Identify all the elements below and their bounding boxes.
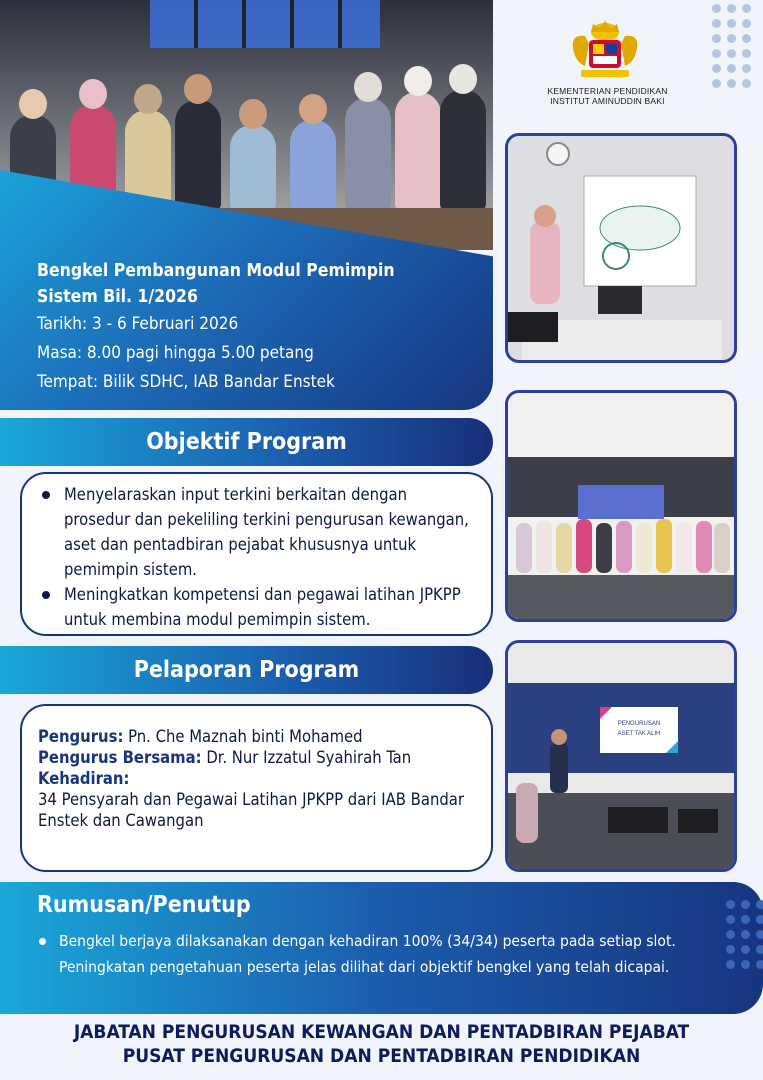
footer-centre: PUSAT PENGURUSAN DAN PENTADBIRAN PENDIDIKAN — [122, 1045, 641, 1067]
objective-heading: Objektif Program — [0, 418, 493, 466]
logo-line-institute: INSTITUT AMINUDDIN BAKI — [550, 96, 665, 106]
co-organizer-value: Dr. Nur Izzatul Syahirah Tan — [206, 748, 412, 767]
co-organizer-label: Pengurus Bersama: — [38, 748, 202, 767]
logo-line-ministry: KEMENTERIAN PENDIDIKAN — [547, 86, 668, 96]
event-info — [37, 258, 477, 397]
report-box — [20, 704, 493, 872]
footer — [0, 1020, 763, 1068]
event-venue: Tempat: Bilik SDHC, IAB Bandar Enstek — [37, 372, 335, 392]
organizer-value: Pn. Che Maznah binti Mohamed — [128, 727, 363, 746]
event-title-line2: Sistem Bil. 1/2026 — [37, 287, 198, 307]
video-wall — [150, 0, 380, 48]
summary-text: Bengkel berjaya dilaksanakan dengan kehadiran 100% (34/34) peserta pada setiap slot. Peningkatan pengetahuan peserta jelas dilihat dari objektif bengkel yang telah dicapai. — [37, 928, 717, 980]
decorative-dots-bottom — [726, 900, 763, 969]
photo-presentation — [505, 133, 737, 363]
co-organizer-row — [38, 747, 475, 768]
organizer-label: Pengurus: — [38, 727, 124, 746]
attendance-value: 34 Pensyarah dan Pegawai Latihan JPKPP dari IAB Bandar Enstek dan Cawangan — [38, 790, 464, 830]
event-time: Masa: 8.00 pagi hingga 5.00 petang — [37, 343, 314, 363]
logo-caption — [525, 86, 690, 106]
objective-box — [20, 472, 493, 636]
ministry-crest-logo — [565, 18, 645, 84]
objective-item: Meningkatkan kompetensi dan pegawai latihan JPKPP untuk membina modul pemimpin sistem. — [38, 582, 475, 632]
decorative-dots-top — [712, 4, 751, 88]
photo-classroom — [505, 640, 737, 872]
photo-group-hall — [505, 390, 737, 622]
screen-text-line1: PENGURUSAN — [617, 721, 661, 727]
objective-list — [38, 482, 475, 632]
screen-text-line2: ASET TAK ALIH — [617, 731, 661, 737]
summary-heading: Rumusan/Penutup — [37, 892, 251, 918]
event-title-line1: Bengkel Pembangunan Modul Pemimpin — [37, 261, 395, 281]
organizer-row — [38, 726, 475, 747]
footer-department: JABATAN PENGURUSAN KEWANGAN DAN PENTADBIRAN PEJABAT — [73, 1021, 690, 1043]
attendance-label: Kehadiran: — [38, 769, 130, 788]
report-heading: Pelaporan Program — [0, 646, 493, 694]
objective-item: Menyelaraskan input terkini berkaitan dengan prosedur dan pekeliling terkini pengurusan kewangan, aset dan pentadbiran pejabat khususnya untuk pemimpin sistem. — [38, 482, 475, 582]
event-date: Tarikh: 3 - 6 Februari 2026 — [37, 314, 239, 334]
attendance-row — [38, 768, 475, 789]
